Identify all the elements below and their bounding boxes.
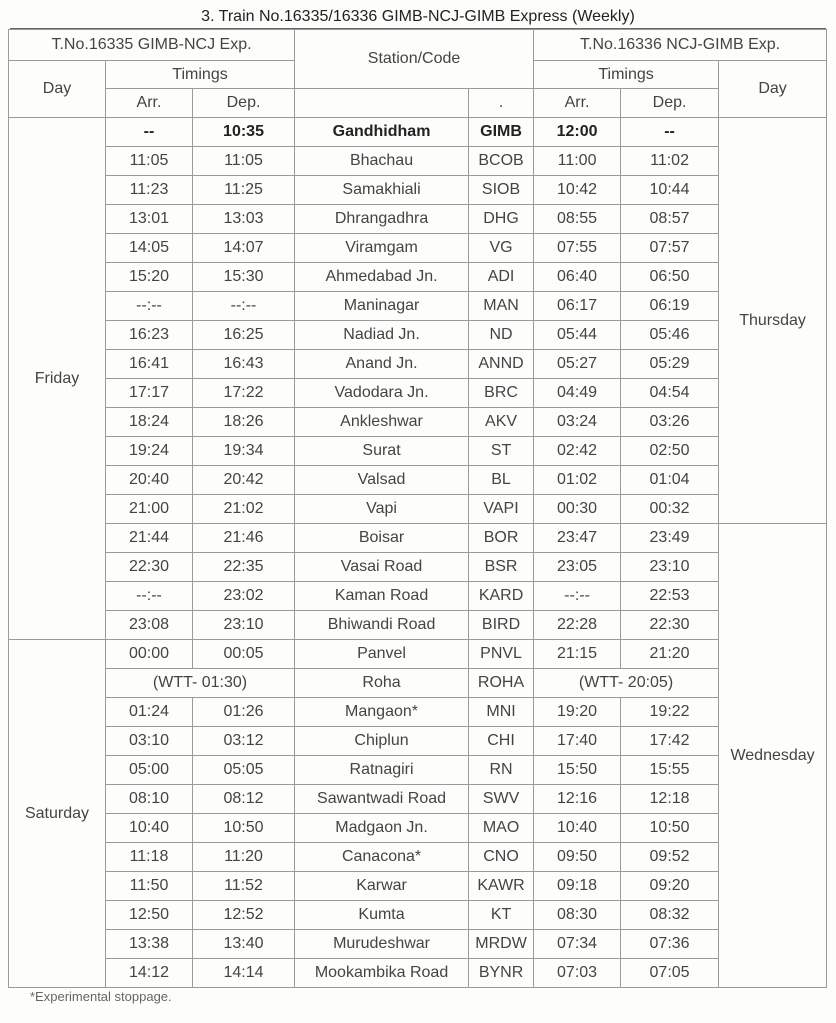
header-row-3	[9, 89, 827, 118]
right-train-header: T.No.16336 NCJ-GIMB Exp.	[534, 30, 827, 61]
station-code-cell: ND	[469, 321, 534, 350]
right-arr-cell: 23:05	[534, 553, 621, 582]
station-code-header: Station/Code	[295, 30, 534, 89]
left-dep-cell: 23:02	[193, 582, 295, 611]
table-row	[9, 176, 827, 205]
right-dep-cell: 12:18	[621, 785, 719, 814]
left-day-cell: Friday	[9, 118, 106, 640]
right-arr-cell: 03:24	[534, 408, 621, 437]
left-arr-cell: 11:50	[106, 872, 193, 901]
right-dep-cell: 09:52	[621, 843, 719, 872]
left-dep-cell: 17:22	[193, 379, 295, 408]
station-code-cell: MAO	[469, 814, 534, 843]
right-dep-cell: 02:50	[621, 437, 719, 466]
left-train-header: T.No.16335 GIMB-NCJ Exp.	[9, 30, 295, 61]
station-code-cell: MRDW	[469, 930, 534, 959]
right-wtt-cell: (WTT- 20:05)	[534, 669, 719, 698]
left-arr-cell: 00:00	[106, 640, 193, 669]
station-name-cell: Valsad	[295, 466, 469, 495]
table-row	[9, 205, 827, 234]
table-row	[9, 872, 827, 901]
table-row	[9, 495, 827, 524]
station-name-cell: Dhrangadhra	[295, 205, 469, 234]
footnote: *Experimental stoppage.	[30, 989, 172, 1004]
station-name-cell: Kumta	[295, 901, 469, 930]
station-name-cell: Canacona*	[295, 843, 469, 872]
table-row	[9, 698, 827, 727]
right-dep-cell: 07:57	[621, 234, 719, 263]
left-arr-cell: 10:40	[106, 814, 193, 843]
station-name-cell: Sawantwadi Road	[295, 785, 469, 814]
left-arr-cell: 13:01	[106, 205, 193, 234]
left-arr-cell: 16:41	[106, 350, 193, 379]
right-arr-cell: 15:50	[534, 756, 621, 785]
station-name-cell: Panvel	[295, 640, 469, 669]
right-arr-cell: 09:18	[534, 872, 621, 901]
left-dep-cell: 14:07	[193, 234, 295, 263]
left-arr-cell: 11:05	[106, 147, 193, 176]
left-dep-cell: 13:03	[193, 205, 295, 234]
right-dep-cell: 07:36	[621, 930, 719, 959]
left-arr-cell: 16:23	[106, 321, 193, 350]
left-dep-cell: 18:26	[193, 408, 295, 437]
station-code-cell: BRC	[469, 379, 534, 408]
left-dep-cell: 10:35	[193, 118, 295, 147]
station-code-cell: BOR	[469, 524, 534, 553]
left-wtt-cell: (WTT- 01:30)	[106, 669, 295, 698]
table-row	[9, 582, 827, 611]
left-arr-cell: 21:44	[106, 524, 193, 553]
table-row	[9, 669, 827, 698]
station-code-cell: GIMB	[469, 118, 534, 147]
right-dep-cell: 05:29	[621, 350, 719, 379]
right-dep-cell: 03:26	[621, 408, 719, 437]
right-arr-cell: 06:40	[534, 263, 621, 292]
right-arr-cell: 05:27	[534, 350, 621, 379]
left-dep-cell: 11:52	[193, 872, 295, 901]
table-row	[9, 350, 827, 379]
station-name-cell: Vapi	[295, 495, 469, 524]
right-dep-cell: 06:19	[621, 292, 719, 321]
left-dep-cell: 23:10	[193, 611, 295, 640]
right-dep-cell: --	[621, 118, 719, 147]
timetable	[8, 29, 827, 988]
right-arr-cell: 19:20	[534, 698, 621, 727]
left-arr-cell: 01:24	[106, 698, 193, 727]
table-row	[9, 379, 827, 408]
right-arr-cell: 11:00	[534, 147, 621, 176]
left-dep-cell: 05:05	[193, 756, 295, 785]
right-arr-cell: 02:42	[534, 437, 621, 466]
left-day-cell: Saturday	[9, 640, 106, 988]
station-code-cell: ADI	[469, 263, 534, 292]
station-name-cell: Madgaon Jn.	[295, 814, 469, 843]
station-name-cell: Kaman Road	[295, 582, 469, 611]
table-row	[9, 408, 827, 437]
table-row	[9, 901, 827, 930]
table-row	[9, 640, 827, 669]
table-row	[9, 292, 827, 321]
right-arr-cell: 05:44	[534, 321, 621, 350]
left-arr-cell: --:--	[106, 292, 193, 321]
right-arr-cell: 07:55	[534, 234, 621, 263]
left-arr-cell: 21:00	[106, 495, 193, 524]
table-row	[9, 466, 827, 495]
right-dep-cell: 10:50	[621, 814, 719, 843]
right-arr-cell: 00:30	[534, 495, 621, 524]
right-dep-cell: 05:46	[621, 321, 719, 350]
station-name-cell: Chiplun	[295, 727, 469, 756]
right-arr-cell: 12:16	[534, 785, 621, 814]
left-arr-cell: --:--	[106, 582, 193, 611]
station-code-cell: ANND	[469, 350, 534, 379]
table-row	[9, 234, 827, 263]
header-row-1	[9, 30, 827, 61]
left-arr-cell: 17:17	[106, 379, 193, 408]
right-dep-cell: 19:22	[621, 698, 719, 727]
station-name-cell: Ahmedabad Jn.	[295, 263, 469, 292]
station-code-cell: VG	[469, 234, 534, 263]
right-dep-cell: 08:32	[621, 901, 719, 930]
station-code-cell: ROHA	[469, 669, 534, 698]
station-name-cell: Viramgam	[295, 234, 469, 263]
left-arr-cell: 18:24	[106, 408, 193, 437]
left-dep-header: Dep.	[193, 89, 295, 118]
right-timings-header: Timings	[534, 61, 719, 89]
station-code-cell: DHG	[469, 205, 534, 234]
station-name-cell: Samakhiali	[295, 176, 469, 205]
station-code-cell: CNO	[469, 843, 534, 872]
left-arr-header: Arr.	[106, 89, 193, 118]
left-dep-cell: 16:25	[193, 321, 295, 350]
right-dep-cell: 04:54	[621, 379, 719, 408]
right-dep-cell: 08:57	[621, 205, 719, 234]
table-row	[9, 263, 827, 292]
left-dep-cell: 22:35	[193, 553, 295, 582]
document-title: 3. Train No.16335/16336 GIMB-NCJ-GIMB Express (Weekly)	[201, 8, 635, 25]
left-arr-cell: 12:50	[106, 901, 193, 930]
right-dep-cell: 10:44	[621, 176, 719, 205]
left-dep-cell: 00:05	[193, 640, 295, 669]
right-arr-cell: 09:50	[534, 843, 621, 872]
station-code-cell: KT	[469, 901, 534, 930]
station-name-cell: Karwar	[295, 872, 469, 901]
table-row	[9, 930, 827, 959]
left-arr-cell: 13:38	[106, 930, 193, 959]
right-dep-cell: 23:49	[621, 524, 719, 553]
right-arr-cell: --:--	[534, 582, 621, 611]
left-arr-cell: 08:10	[106, 785, 193, 814]
station-name-cell: Ratnagiri	[295, 756, 469, 785]
left-dep-cell: 11:05	[193, 147, 295, 176]
right-arr-cell: 21:15	[534, 640, 621, 669]
left-arr-cell: --	[106, 118, 193, 147]
station-code-cell: ST	[469, 437, 534, 466]
right-arr-cell: 07:34	[534, 930, 621, 959]
left-dep-cell: 11:20	[193, 843, 295, 872]
station-code-cell: BCOB	[469, 147, 534, 176]
right-dep-cell: 01:04	[621, 466, 719, 495]
station-name-cell: Surat	[295, 437, 469, 466]
right-dep-cell: 21:20	[621, 640, 719, 669]
station-name-cell: Mookambika Road	[295, 959, 469, 988]
station-name-cell: Nadiad Jn.	[295, 321, 469, 350]
station-code-cell: BYNR	[469, 959, 534, 988]
left-arr-cell: 22:30	[106, 553, 193, 582]
right-arr-cell: 04:49	[534, 379, 621, 408]
station-code-cell: MAN	[469, 292, 534, 321]
left-dep-cell: 16:43	[193, 350, 295, 379]
right-day-cell: Thursday	[719, 118, 827, 524]
station-name-cell: Vasai Road	[295, 553, 469, 582]
table-row	[9, 843, 827, 872]
right-dep-cell: 00:32	[621, 495, 719, 524]
right-dep-cell: 15:55	[621, 756, 719, 785]
station-name-cell: Bhiwandi Road	[295, 611, 469, 640]
left-arr-cell: 11:23	[106, 176, 193, 205]
station-code-cell: CHI	[469, 727, 534, 756]
station-subheader	[295, 89, 469, 118]
code-subheader: .	[469, 89, 534, 118]
table-row	[9, 814, 827, 843]
table-row	[9, 727, 827, 756]
left-dep-cell: 10:50	[193, 814, 295, 843]
station-code-cell: VAPI	[469, 495, 534, 524]
right-arr-header: Arr.	[534, 89, 621, 118]
station-code-cell: AKV	[469, 408, 534, 437]
table-row	[9, 437, 827, 466]
station-code-cell: RN	[469, 756, 534, 785]
left-dep-cell: 14:14	[193, 959, 295, 988]
table-row	[9, 553, 827, 582]
station-code-cell: BL	[469, 466, 534, 495]
station-name-cell: Vadodara Jn.	[295, 379, 469, 408]
station-name-cell: Gandhidham	[295, 118, 469, 147]
left-dep-cell: 13:40	[193, 930, 295, 959]
right-dep-cell: 22:30	[621, 611, 719, 640]
left-dep-cell: 11:25	[193, 176, 295, 205]
left-arr-cell: 14:12	[106, 959, 193, 988]
left-arr-cell: 11:18	[106, 843, 193, 872]
right-dep-cell: 06:50	[621, 263, 719, 292]
right-dep-cell: 07:05	[621, 959, 719, 988]
right-dep-cell: 22:53	[621, 582, 719, 611]
right-arr-cell: 08:30	[534, 901, 621, 930]
station-code-cell: PNVL	[469, 640, 534, 669]
right-dep-cell: 17:42	[621, 727, 719, 756]
left-day-header: Day	[9, 61, 106, 118]
station-name-cell: Maninagar	[295, 292, 469, 321]
station-code-cell: MNI	[469, 698, 534, 727]
table-row	[9, 321, 827, 350]
table-row	[9, 147, 827, 176]
table-row	[9, 785, 827, 814]
left-dep-cell: 19:34	[193, 437, 295, 466]
right-arr-cell: 17:40	[534, 727, 621, 756]
left-dep-cell: 15:30	[193, 263, 295, 292]
table-row	[9, 524, 827, 553]
right-arr-cell: 23:47	[534, 524, 621, 553]
table-row	[9, 756, 827, 785]
table-row	[9, 611, 827, 640]
left-dep-cell: 08:12	[193, 785, 295, 814]
station-name-cell: Murudeshwar	[295, 930, 469, 959]
right-dep-header: Dep.	[621, 89, 719, 118]
station-name-cell: Boisar	[295, 524, 469, 553]
station-name-cell: Ankleshwar	[295, 408, 469, 437]
left-dep-cell: 03:12	[193, 727, 295, 756]
right-arr-cell: 08:55	[534, 205, 621, 234]
left-arr-cell: 19:24	[106, 437, 193, 466]
right-arr-cell: 01:02	[534, 466, 621, 495]
right-arr-cell: 07:03	[534, 959, 621, 988]
left-timings-header: Timings	[106, 61, 295, 89]
left-arr-cell: 03:10	[106, 727, 193, 756]
left-dep-cell: 21:46	[193, 524, 295, 553]
left-dep-cell: 01:26	[193, 698, 295, 727]
station-code-cell: SIOB	[469, 176, 534, 205]
left-dep-cell: 20:42	[193, 466, 295, 495]
left-arr-cell: 23:08	[106, 611, 193, 640]
right-dep-cell: 11:02	[621, 147, 719, 176]
station-code-cell: KAWR	[469, 872, 534, 901]
left-arr-cell: 14:05	[106, 234, 193, 263]
right-arr-cell: 06:17	[534, 292, 621, 321]
station-code-cell: BSR	[469, 553, 534, 582]
table-row	[9, 959, 827, 988]
station-code-cell: BIRD	[469, 611, 534, 640]
station-code-cell: SWV	[469, 785, 534, 814]
station-code-cell: KARD	[469, 582, 534, 611]
right-arr-cell: 10:40	[534, 814, 621, 843]
right-day-header: Day	[719, 61, 827, 118]
station-name-cell: Bhachau	[295, 147, 469, 176]
station-name-cell: Anand Jn.	[295, 350, 469, 379]
left-arr-cell: 05:00	[106, 756, 193, 785]
left-arr-cell: 15:20	[106, 263, 193, 292]
left-dep-cell: 12:52	[193, 901, 295, 930]
right-day-cell: Wednesday	[719, 524, 827, 988]
station-name-cell: Mangaon*	[295, 698, 469, 727]
right-dep-cell: 23:10	[621, 553, 719, 582]
right-arr-cell: 10:42	[534, 176, 621, 205]
left-dep-cell: 21:02	[193, 495, 295, 524]
right-arr-cell: 22:28	[534, 611, 621, 640]
right-dep-cell: 09:20	[621, 872, 719, 901]
left-dep-cell: --:--	[193, 292, 295, 321]
right-arr-cell: 12:00	[534, 118, 621, 147]
left-arr-cell: 20:40	[106, 466, 193, 495]
station-name-cell: Roha	[295, 669, 469, 698]
table-row	[9, 118, 827, 147]
